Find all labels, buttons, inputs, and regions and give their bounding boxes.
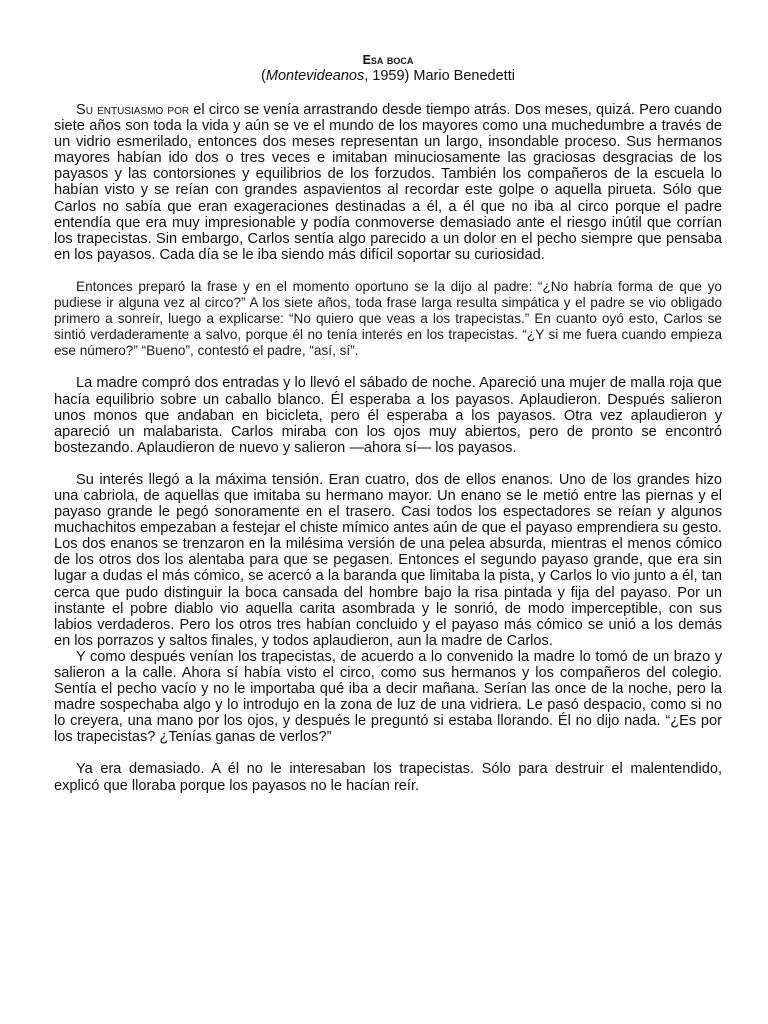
paragraph-6: Ya era demasiado. A él no le interesaban los trapecistas. Sólo para destruir el malentendido, explicó que lloraba porque los payasos no le hacían reír. xyxy=(54,761,722,794)
paragraph-1 xyxy=(54,102,722,263)
paragraph-5: Y como después venían los trapecistas, de acuerdo a lo convenido la madre lo tomó de un brazo y salieron a la calle. Ahora sí había visto el circo, como sus hermanos y los compañeros del colegio. Sentía el pecho vacío y no le importaba qué iba a decir mañana. Serían las once de la noche, pero la madre sospechaba algo y lo introdujo en la zona de luz de una vidriera. Le pasó despacio, como si no lo creyera, una mano por los ojos, y después le preguntó si estaba llorando. Él no dijo nada. “¿Es por los trapecistas? ¿Tenías ganas de verlos?” xyxy=(54,648,722,746)
paragraph-2: Entonces preparó la frase y en el momento oportuno se la dijo al padre: “¿No habría forma de que yo pudiese ir alguna vez al circo?” A los siete años, toda frase larga resulta simpática y el padre se vio obligado primero a sonreír, luego a explicarse: “No quiero que veas a los trapecistas.” En cuanto oyó esto, Carlos se sintió verdaderamente a salvo, porque él no tenía interés en los trapecistas. “¿Y si me fuera cuando empieza ese número?” “Bueno”, contestó el padre, “así, sí”. xyxy=(54,278,722,359)
paragraph-1-text: el circo se venía arrastrando desde tiempo atrás. Dos meses, quizá. Pero cuando siete años son toda la vida y aún se ve el mundo de los mayores como una muchedumbre a través de un vidrio esmerilado, entonces dos meses representan un largo, insondable proceso. Sus hermanos mayores habían ido dos o tres veces e imitaban minuciosamente las graciosas desgracias de los payasos y las contorsiones y equilibrios de los forzudos. También los compañeros de la escuela lo habían visto y se reían con grandes aspavientos al recordar este golpe o aquella pirueta. Sólo que Carlos no sabía que eran exageraciones destinadas a él, a él que no iba al circo porque el padre entendía que era muy impresionable y podía conmoverse demasiado ante el riesgo inútil que corrían los trapecistas. Sin embargo, Carlos sentía algo parecido a un dolor en el pecho siempre que pensaba en los payasos. Cada día se le iba siendo más difícil soportar su curiosidad. xyxy=(54,102,723,263)
story-page xyxy=(54,52,722,794)
subtitle-open-paren: ( xyxy=(261,68,266,84)
paragraph-3: La madre compró dos entradas y lo llevó el sábado de noche. Apareció una mujer de malla roja que hacía equilibrio sobre un caballo blanco. Él esperaba a los payasos. Aplaudieron. Después salieron unos monos que andaban en bicicleta, pero él esperaba a los payasos. Otra vez aplaudieron y apareció un malabarista. Carlos miraba con los ojos muy abiertos, pero de pronto se encontró bostezando. Aplaudieron de nuevo y salieron —ahora sí— los payasos. xyxy=(54,375,722,456)
subtitle-year-author: , 1959) Mario Benedetti xyxy=(364,68,515,84)
story-subtitle xyxy=(54,68,722,85)
paragraph-1-lead: Su entusiasmo por xyxy=(76,102,190,118)
story-title: Esa boca xyxy=(362,53,414,67)
book-title: Montevideanos xyxy=(265,68,365,84)
paragraph-4: Su interés llegó a la máxima tensión. Eran cuatro, dos de ellos enanos. Uno de los grandes hizo una cabriola, de aquellas que imitaba su hermano mayor. Un enano se le metió entre las piernas y el payaso grande le pegó sonoramente en el trasero. Casi todos los espectadores se reían y algunos muchachitos empezaban a festejar el chiste mímico antes aún de que el payaso emprendiera su gesto. Los dos enanos se trenzaron en la milésima versión de una pelea absurda, mientras el menos cómico de los otros dos los alentaba para que se pegasen. Entonces el segundo payaso grande, que era sin lugar a dudas el más cómico, se acercó a la baranda que limitaba la pista, y Carlos lo vio junto a él, tan cerca que pudo distinguir la boca cansada del hombre bajo la risa pintada y fija del payaso. Por un instante el pobre diablo vio aquella carita asombrada y le sonrió, de modo imperceptible, con sus labios verdaderos. Pero los otros tres habían concluido y el payaso más cómico se unió a los demás en los porrazos y saltos finales, y todos aplaudieron, aun la madre de Carlos. xyxy=(54,471,722,649)
